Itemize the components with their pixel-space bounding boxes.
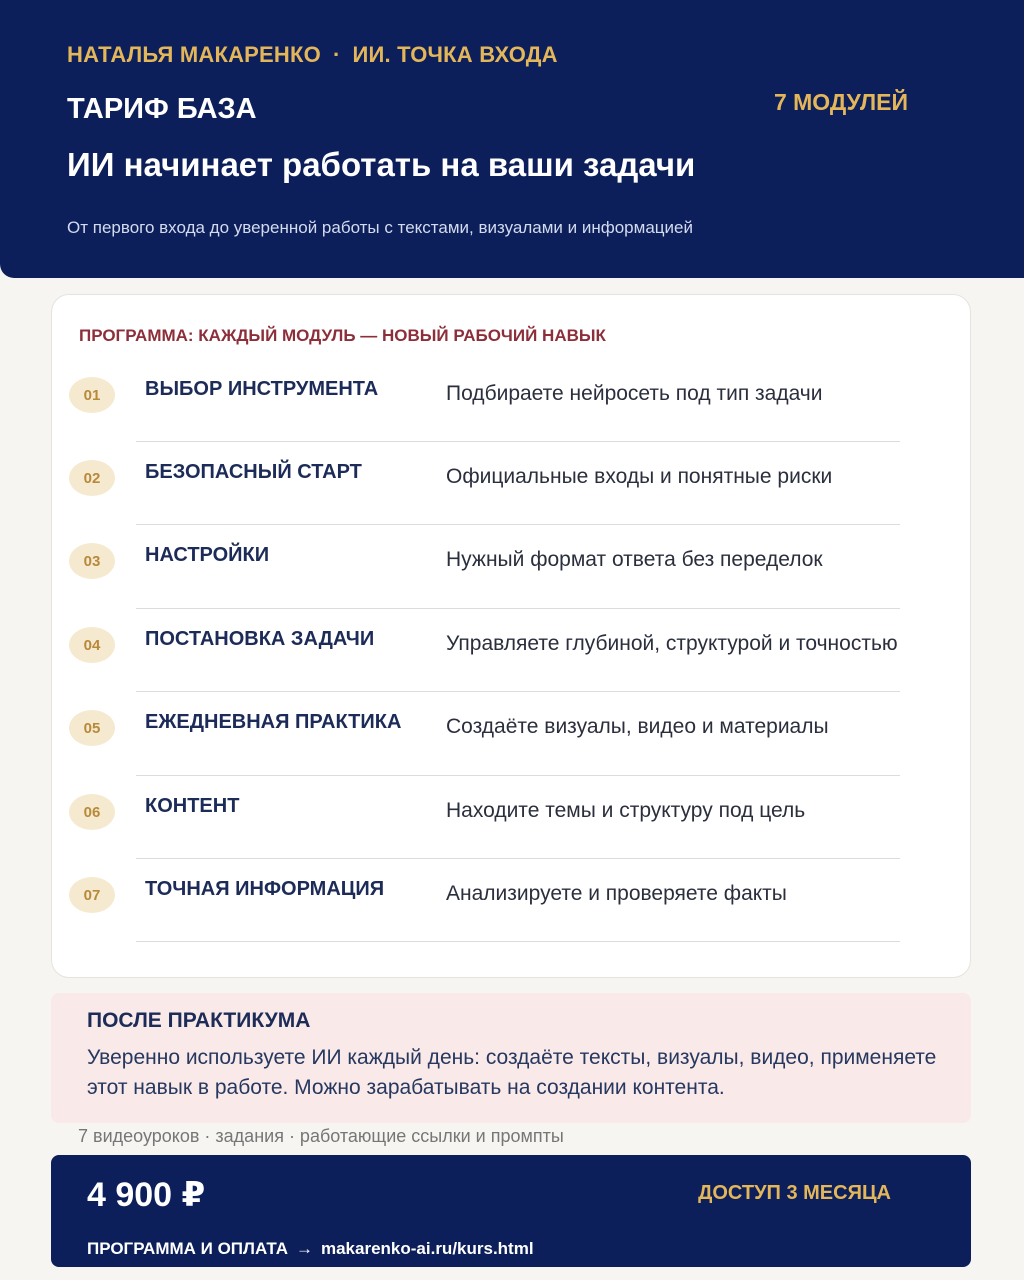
- program-card: [51, 294, 971, 978]
- module-row: [52, 365, 970, 448]
- row-divider: [136, 524, 900, 525]
- eyebrow: [67, 42, 558, 68]
- module-row: [52, 615, 970, 698]
- module-title: КОНТЕНТ: [145, 795, 240, 817]
- payment-link-label: ПРОГРАММА И ОПЛАТА: [87, 1239, 288, 1258]
- author-name: НАТАЛЬЯ МАКАРЕНКО: [67, 42, 321, 67]
- page-subhead: От первого входа до уверенной работы с текстами, визуалами и информацией: [67, 218, 693, 237]
- module-description: Официальные входы и понятные риски: [446, 465, 833, 488]
- module-number: 06: [69, 794, 115, 830]
- module-description: Находите темы и структуру под цель: [446, 799, 806, 822]
- after-title: ПОСЛЕ ПРАКТИКУМА: [87, 1009, 311, 1032]
- price: 4 900 ₽: [87, 1176, 206, 1214]
- modules-count-badge: 7 МОДУЛЕЙ: [773, 89, 908, 115]
- separator-dot: ·: [332, 42, 341, 67]
- module-description: Подбираете нейросеть под тип задачи: [446, 382, 823, 405]
- row-divider: [136, 441, 900, 442]
- module-row: [52, 865, 970, 948]
- program-title: ПРОГРАММА: КАЖДЫЙ МОДУЛЬ — НОВЫЙ РАБОЧИЙ НАВЫК: [79, 326, 606, 345]
- pricing-box: [51, 1155, 971, 1267]
- row-divider: [136, 941, 900, 942]
- course-name: ИИ. ТОЧКА ВХОДА: [352, 42, 558, 67]
- after-text: Уверенно используете ИИ каждый день: создаёте тексты, визуалы, видео, применяете этот навык в работе. Можно зарабатывать на создании контента.: [87, 1046, 937, 1099]
- module-number: 02: [69, 460, 115, 496]
- module-row: [52, 782, 970, 865]
- course-url[interactable]: makarenko-ai.ru/kurs.html: [320, 1239, 534, 1258]
- header-banner: [0, 0, 1024, 278]
- module-description: Создаёте визуалы, видео и материалы: [446, 715, 829, 738]
- module-title: НАСТРОЙКИ: [145, 544, 270, 566]
- module-number: 04: [69, 627, 115, 663]
- module-title: ПОСТАНОВКА ЗАДАЧИ: [145, 628, 375, 650]
- module-title: ЕЖЕДНЕВНАЯ ПРАКТИКА: [145, 711, 402, 733]
- module-description: Нужный формат ответа без переделок: [446, 548, 823, 571]
- page-headline: ИИ начинает работать на ваши задачи: [67, 146, 696, 183]
- row-divider: [136, 608, 900, 609]
- row-divider: [136, 858, 900, 859]
- row-divider: [136, 775, 900, 776]
- module-description: Анализируете и проверяете факты: [446, 882, 787, 905]
- module-title: ТОЧНАЯ ИНФОРМАЦИЯ: [145, 878, 385, 900]
- access-duration: ДОСТУП 3 МЕСЯЦА: [698, 1182, 891, 1204]
- module-number: 05: [69, 710, 115, 746]
- row-divider: [136, 691, 900, 692]
- course-meta-line: 7 видеоуроков · задания · работающие ссылки и промпты: [78, 1126, 564, 1146]
- module-number: 01: [69, 377, 115, 413]
- payment-link[interactable]: [87, 1239, 534, 1259]
- module-row: [52, 531, 970, 614]
- module-title: ВЫБОР ИНСТРУМЕНТА: [145, 378, 379, 400]
- module-row: [52, 448, 970, 531]
- module-title: БЕЗОПАСНЫЙ СТАРТ: [145, 461, 362, 483]
- module-number: 03: [69, 543, 115, 579]
- after-practicum-box: [51, 993, 971, 1123]
- module-description: Управляете глубиной, структурой и точностью: [446, 632, 898, 655]
- module-row: [52, 698, 970, 781]
- arrow-right-icon: →: [295, 1239, 313, 1258]
- module-number: 07: [69, 877, 115, 913]
- tariff-title: ТАРИФ БАЗА: [67, 93, 257, 125]
